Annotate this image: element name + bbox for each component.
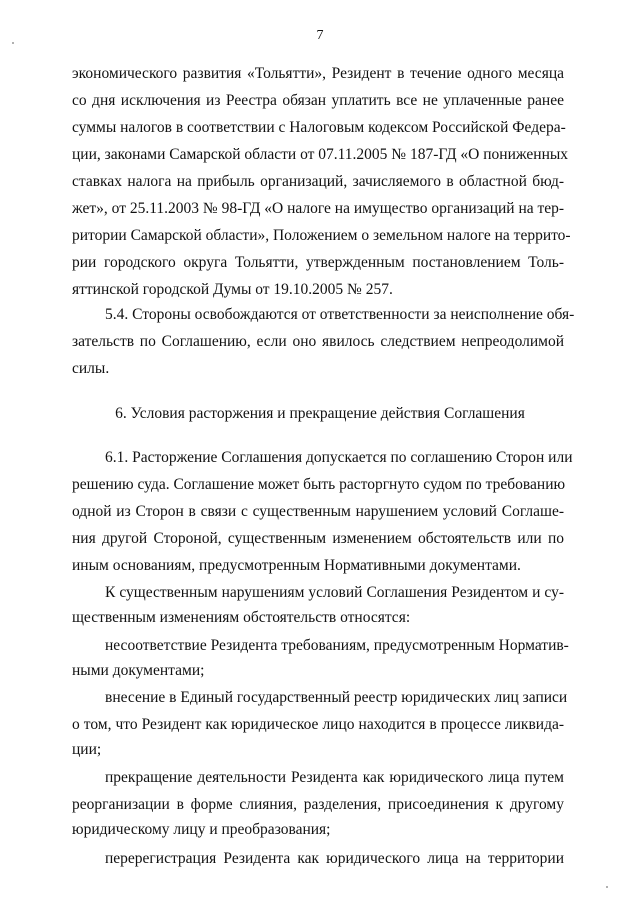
paragraph-first-line: внесение в Единый государственный реестр юридических лиц записи	[105, 689, 568, 706]
paragraph-first-line: 5.4. Стороны освобождаются от ответственности за неисполнение обя-	[105, 306, 575, 323]
text-line: силы.	[72, 360, 110, 377]
scan-speck	[12, 42, 14, 44]
paragraph-first-line: К существенным нарушениям условий Соглашения Резидентом и су-	[105, 584, 564, 601]
text-line: иным основаниям, предусмотренным Нормативными документами.	[72, 557, 521, 574]
text-line: ции, законами Самарской области от 07.11.2005 № 187-ГД «О пониженных	[72, 146, 569, 163]
text-line: юридическому лицу и преобразования;	[72, 821, 331, 838]
text-line: ставках налога на прибыль организаций, зачисляемого в областной бюд-	[72, 173, 564, 190]
text-line: ритории Самарской области», Положением о земельном налоге на террито-	[72, 227, 571, 244]
text-line: жет», от 25.11.2003 № 98-ГД «О налоге на имущество организаций на тер-	[72, 200, 565, 217]
text-line: зательств по Соглашению, если оно явилось следствием непреодолимой	[72, 333, 564, 350]
text-line: ния другой Стороной, существенным изменением обстоятельств или по	[72, 530, 564, 547]
paragraph-first-line: несоответствие Резидента требованиям, предусмотренным Норматив-	[105, 637, 569, 654]
text-line: щественным изменениям обстоятельств относятся:	[72, 609, 411, 626]
text-line: со дня исключения из Реестра обязан уплатить все не уплаченные ранее	[72, 92, 564, 109]
text-line: ции;	[72, 741, 102, 758]
paragraph-first-line: прекращение деятельности Резидента как юридического лица путем	[105, 769, 564, 786]
text-line: яттинской городской Думы от 19.10.2005 № 257.	[72, 281, 393, 298]
section-heading: 6. Условия расторжения и прекращение действия Соглашения	[115, 405, 525, 422]
text-line: экономического развития «Тольятти», Резидент в течение одного месяца	[72, 65, 564, 82]
text-line: реорганизации в форме слияния, разделения, присоединения к другому	[72, 796, 564, 813]
text-line: решению суда. Соглашение может быть расторгнуто судом по требованию	[72, 476, 566, 493]
scan-speck	[606, 886, 608, 888]
paragraph-first-line: перерегистрация Резидента как юридического лица на территории	[105, 850, 564, 867]
text-line: ными документами;	[72, 662, 205, 679]
text-line: суммы налогов в соответствии с Налоговым кодексом Российской Федера-	[72, 119, 566, 136]
text-line: о том, что Резидент как юридическое лицо находится в процессе ликвида-	[72, 716, 564, 733]
text-line: одной из Сторон в связи с существенным нарушением условий Соглаше-	[72, 503, 564, 520]
page-number: 7	[316, 28, 324, 43]
paragraph-first-line: 6.1. Расторжение Соглашения допускается по соглашению Сторон или	[105, 449, 573, 466]
text-line: рии городского округа Тольятти, утвержденным постановлением Толь-	[72, 254, 564, 271]
